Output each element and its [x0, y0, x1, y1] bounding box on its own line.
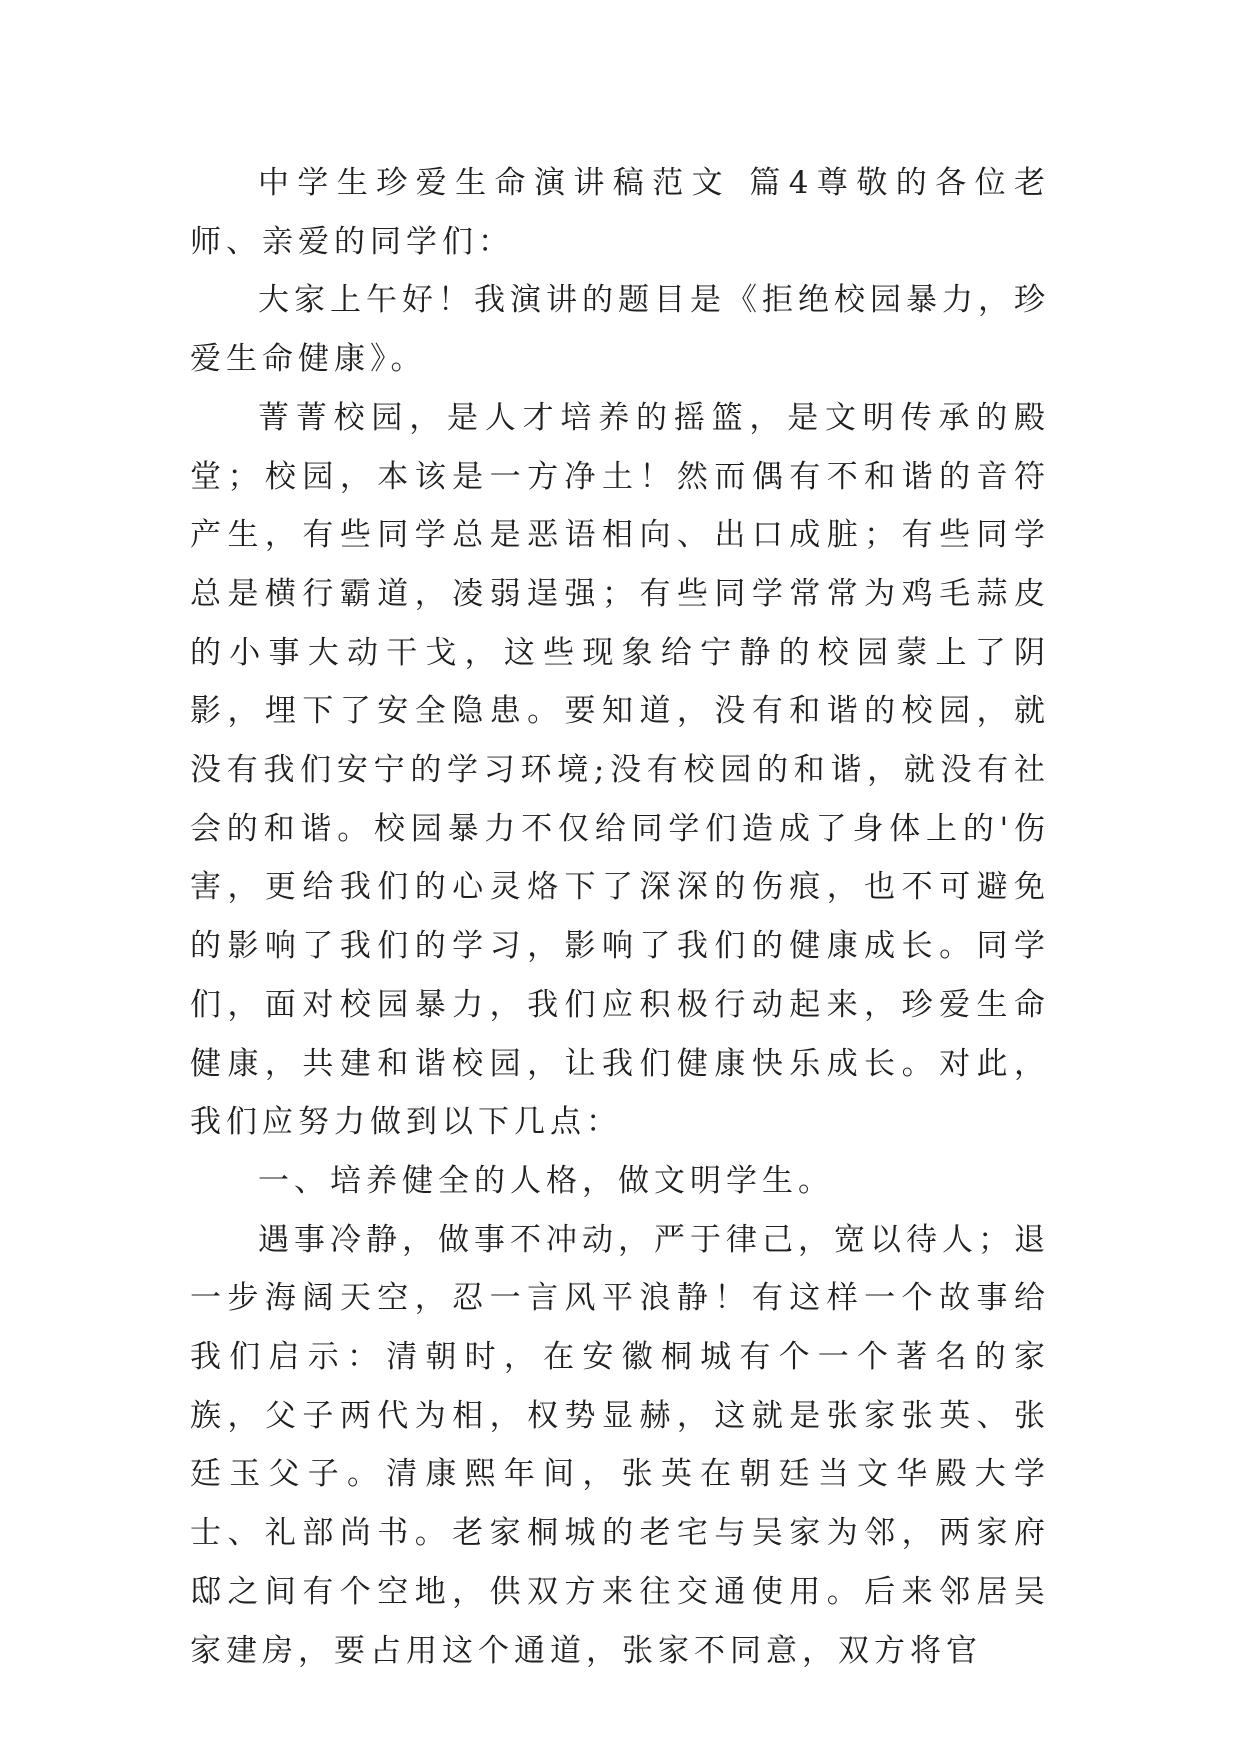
paragraph-title-greeting: 中学生珍爱生命演讲稿范文 篇4尊敬的各位老师、亲爱的同学们：: [190, 165, 1050, 260]
document-page: [190, 154, 1050, 1680]
paragraph-opening: 大家上午好！我演讲的题目是《拒绝校园暴力，珍爱生命健康》。: [190, 282, 1050, 378]
paragraph-campus-violence: 菁菁校园，是人才培养的摇篮，是文明传承的殿堂；校园，本该是一方净土！然而偶有不和谐的音符产生，有些同学总是恶语相向、出口成脏；有些同学总是横行霸道，凌弱逞强；有些同学常常为鸡毛蒜皮的小事大动干戈，这些现象给宁静的校园蒙上了阴影，埋下了安全隐患。要知道，没有和谐的校园，就没有我们安宁的学习环境;没有校园的和谐，就没有社会的和谐。校园暴力不仅给同学们造成了身体上的'伤害，更给我们的心灵烙下了深深的伤痕，也不可避免的影响了我们的学习，影响了我们的健康成长。同学们，面对校园暴力，我们应积极行动起来，珍爱生命健康，共建和谐校园，让我们健康快乐成长。对此，我们应努力做到以下几点：: [190, 399, 1050, 1141]
paragraph-story: 遇事冷静，做事不冲动，严于律己，宽以待人；退一步海阔天空，忍一言风平浪静！有这样一个故事给我们启示：清朝时，在安徽桐城有个一个著名的家族，父子两代为相，权势显赫，这就是张家张英、张廷玉父子。清康熙年间，张英在朝廷当文华殿大学士、礼部尚书。老家桐城的老宅与吴家为邻，两家府邸之间有个空地，供双方来往交通使用。后来邻居吴家建房，要占用这个通道，张家不同意，双方将官: [190, 1221, 1050, 1669]
paragraph-point-one: 一、培养健全的人格，做文明学生。: [258, 1162, 834, 1199]
